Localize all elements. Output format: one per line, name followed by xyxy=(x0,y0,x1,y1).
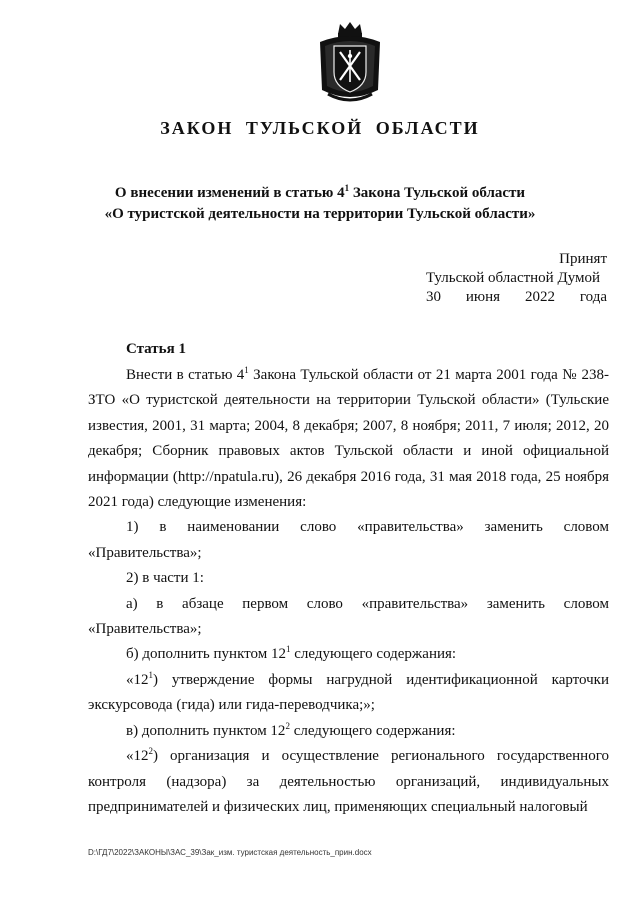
item-2a-line-b: «Правительства»; xyxy=(88,621,202,638)
law-subtitle xyxy=(80,183,560,225)
adopted-by: Тульской областной Думой xyxy=(426,270,601,286)
item-2: 2) в части 1: xyxy=(126,570,204,587)
article-intro: Внести в статью $4^1$ Закона Тульской области от 21 марта 2001 года № 238-ЗТО «О туристской деятельности на территории Тульской области» (Тульские известия, 2001, 31 марта; 2004, 8 декабря; 2007, 8 ноября; 2011, 7 июля; 2012, 20 декабря; Сборник правовых актов Тульской области и иной официальной информации (http://npatula.ru), 26 декабря 2016 года, 31 мая 2018 года, 25 ноября 2021 года) следующие изменения: xyxy=(88,365,609,511)
file-path-footer: D:\ГД7\2022\ЗАКОНЫ\ЗАС_39\Зак_изм. туристская деятельность_прин.docx xyxy=(88,848,372,857)
coat-of-arms-emblem xyxy=(316,20,384,106)
item-2b: б) дополнить пунктом $12^1$ следующего содержания: xyxy=(126,644,457,663)
article-heading: Статья 1 xyxy=(126,341,186,357)
item-1-line-a: 1) в наименовании слово «правительства» заменить словом xyxy=(126,519,609,536)
quote-12-2: «$12^2$) организация и осуществление регионального государственного контроля (надзора) за деятельностью организаций, индивидуальных предпринимателей и физических лиц, применяющих специальный налоговый xyxy=(88,746,609,815)
subtitle-line-2: «О туристской деятельности на территории Тульской области» xyxy=(104,206,536,222)
subtitle-line-1: О внесении изменений в статью $4^1$ Закона Тульской области xyxy=(114,183,526,201)
adoption-date: 30 июня 2022 года xyxy=(426,289,607,305)
item-2v: в) дополнить пунктом $12^2$ следующего содержания: xyxy=(126,720,456,739)
article-body xyxy=(88,363,609,820)
item-1-line-b: «Правительства»; xyxy=(88,544,202,561)
quote-12-1: «$12^1$) утверждение формы нагрудной идентификационной карточки экскурсовода (гида) или гида-переводчика;»; xyxy=(88,669,609,714)
law-title: ЗАКОН ТУЛЬСКОЙ ОБЛАСТИ xyxy=(160,118,480,138)
adopted-label: Принят xyxy=(559,251,607,267)
adoption-block xyxy=(426,250,607,307)
item-2a-line-a: а) в абзаце первом слово «правительства» заменить словом xyxy=(126,595,609,612)
